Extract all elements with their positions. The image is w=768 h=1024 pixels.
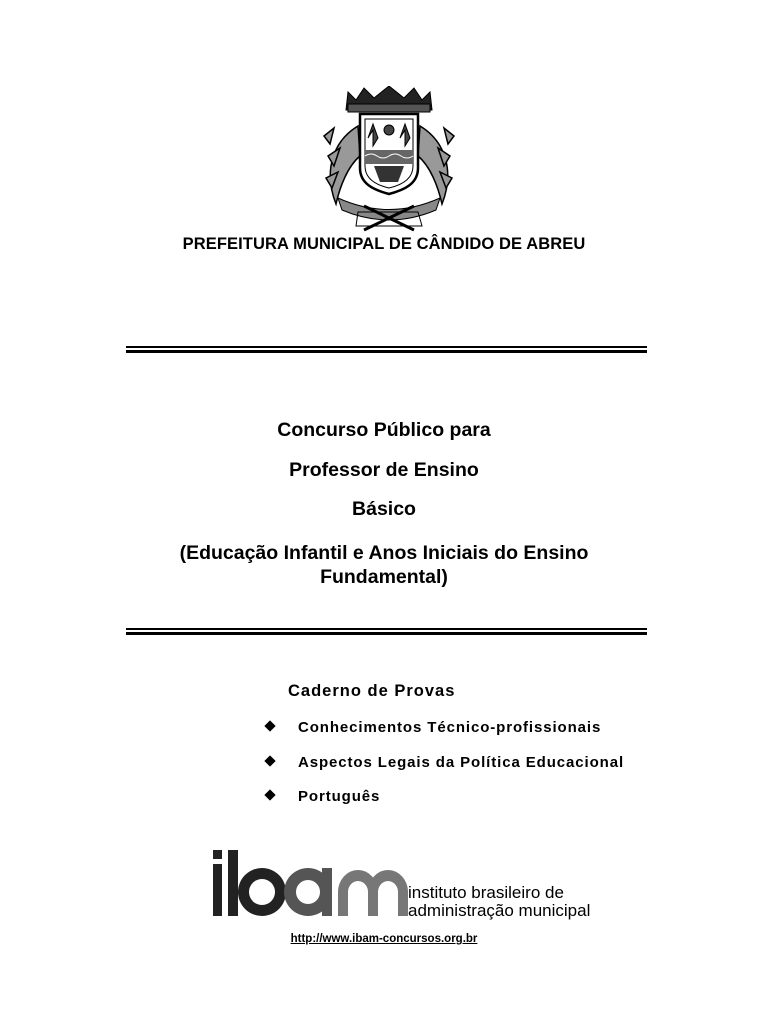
ibam-logo [210,848,598,922]
ibam-website-link[interactable]: http://www.ibam-concursos.org.br [290,933,478,945]
subject-label: Português [298,788,381,805]
logo-caption-line-1: instituto brasileiro de [408,883,564,902]
divider-top [126,346,647,354]
organization-title: PREFEITURA MUNICIPAL DE CÂNDIDO DE ABREU [182,235,586,253]
subject-item [266,788,380,805]
subject-label: Conhecimentos Técnico-profissionais [298,719,602,736]
booklet-title: Caderno de Provas [288,682,456,700]
subject-item [266,719,601,736]
coat-of-arms-icon [318,86,460,232]
subject-label: Aspectos Legais da Política Educacional [298,754,625,771]
diamond-bullet-icon [264,720,275,731]
exam-title-line-1: Concurso Público para [277,419,491,441]
subject-item [266,754,624,771]
diamond-bullet-icon [264,789,275,800]
exam-title-line-3: Básico [352,498,416,520]
exam-subtitle: (Educação Infantil e Anos Iniciais do Ensino Fundamental) [179,542,589,588]
diamond-bullet-icon [264,755,275,766]
logo-caption-line-2: administração municipal [408,901,591,920]
divider-bottom [126,628,647,636]
exam-title-line-2: Professor de Ensino [289,459,479,481]
